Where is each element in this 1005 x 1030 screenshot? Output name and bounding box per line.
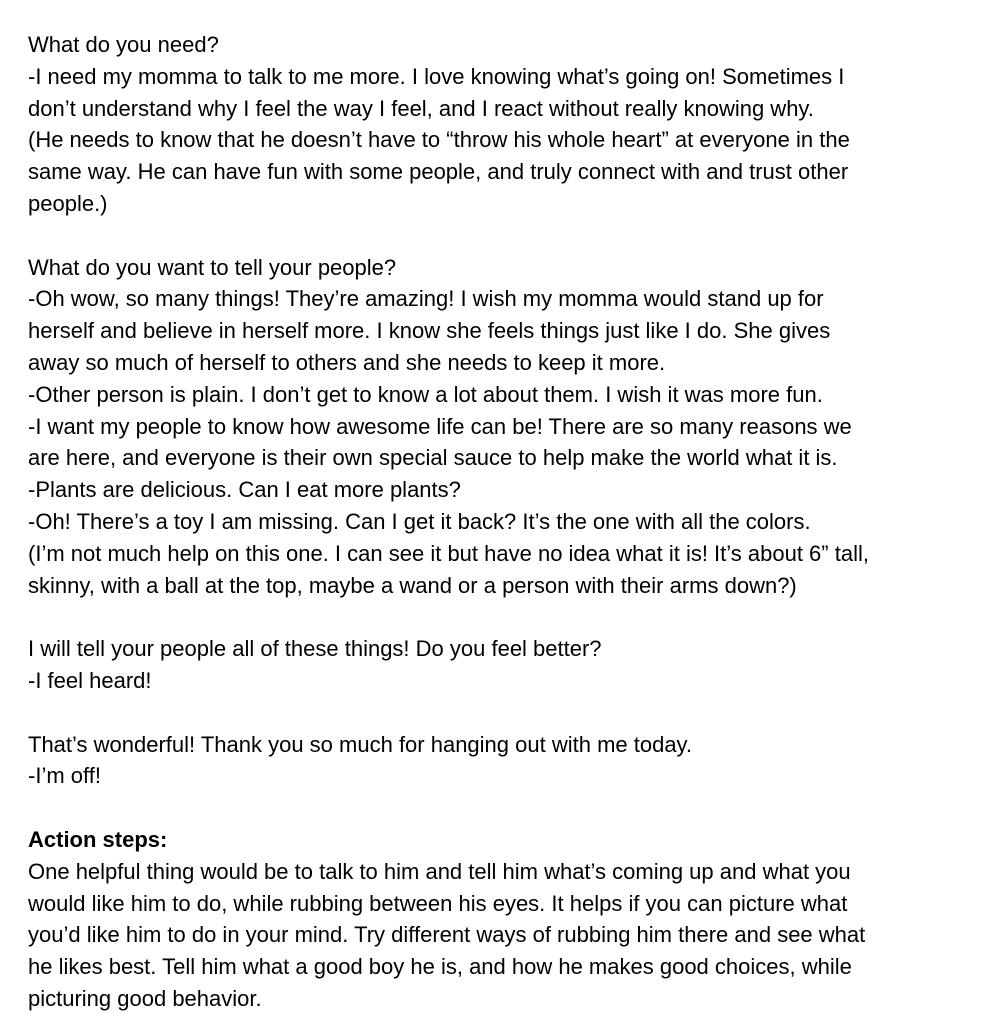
answer-line: -Other person is plain. I don’t get to know a lot about them. I wish it was more fun. xyxy=(28,381,823,407)
answer-line: -Oh! There’s a toy I am missing. Can I get it back? It’s the one with all the colors. xyxy=(28,508,811,534)
action-steps-line: picturing good behavior. xyxy=(28,985,262,1011)
note-line: (I’m not much help on this one. I can see it but have no idea what it is! It’s about 6” tall, xyxy=(28,540,869,566)
note-line: people.) xyxy=(28,190,108,216)
answer-line: -I need my momma to talk to me more. I love knowing what’s going on! Sometimes I xyxy=(28,63,845,89)
section-feel-better xyxy=(28,633,975,697)
statement-line: That’s wonderful! Thank you so much for hanging out with me today. xyxy=(28,731,693,757)
answer-line: are here, and everyone is their own special sauce to help make the world what it is. xyxy=(28,445,838,471)
action-steps-line: One helpful thing would be to talk to him and tell him what’s coming up and what you xyxy=(28,858,851,884)
answer-line: away so much of herself to others and she needs to keep it more. xyxy=(28,349,666,375)
note-line: (He needs to know that he doesn’t have to “throw his whole heart” at everyone in the xyxy=(28,127,850,153)
note-line: skinny, with a ball at the top, maybe a wand or a person with their arms down?) xyxy=(28,572,797,598)
section-action-steps xyxy=(28,824,975,1015)
question-line: What do you need? xyxy=(28,32,219,57)
question-line: What do you want to tell your people? xyxy=(28,254,397,280)
answer-line: -Oh wow, so many things! They’re amazing! I wish my momma would stand up for xyxy=(28,286,824,312)
answer-line: -I feel heard! xyxy=(28,667,152,693)
section-farewell xyxy=(28,729,975,793)
answer-line: -I want my people to know how awesome life can be! There are so many reasons we xyxy=(28,413,852,439)
action-steps-line: you’d like him to do in your mind. Try different ways of rubbing him there and see what xyxy=(28,922,866,948)
question-line: I will tell your people all of these things! Do you feel better? xyxy=(28,636,602,662)
answer-line: -Plants are delicious. Can I eat more plants? xyxy=(28,477,461,503)
answer-line: -I’m off! xyxy=(28,763,101,789)
answer-line: don’t understand why I feel the way I feel, and I react without really knowing why. xyxy=(28,95,814,121)
action-steps-line: he likes best. Tell him what a good boy he is, and how he makes good choices, while xyxy=(28,954,852,980)
note-line: same way. He can have fun with some people, and truly connect with and trust other xyxy=(28,159,849,185)
action-steps-line: would like him to do, while rubbing between his eyes. It helps if you can picture what xyxy=(28,890,848,916)
action-steps-heading: Action steps: xyxy=(28,826,168,852)
section-what-do-you-need xyxy=(28,29,975,220)
answer-line: herself and believe in herself more. I know she feels things just like I do. She gives xyxy=(28,318,831,344)
section-tell-your-people xyxy=(28,252,975,602)
